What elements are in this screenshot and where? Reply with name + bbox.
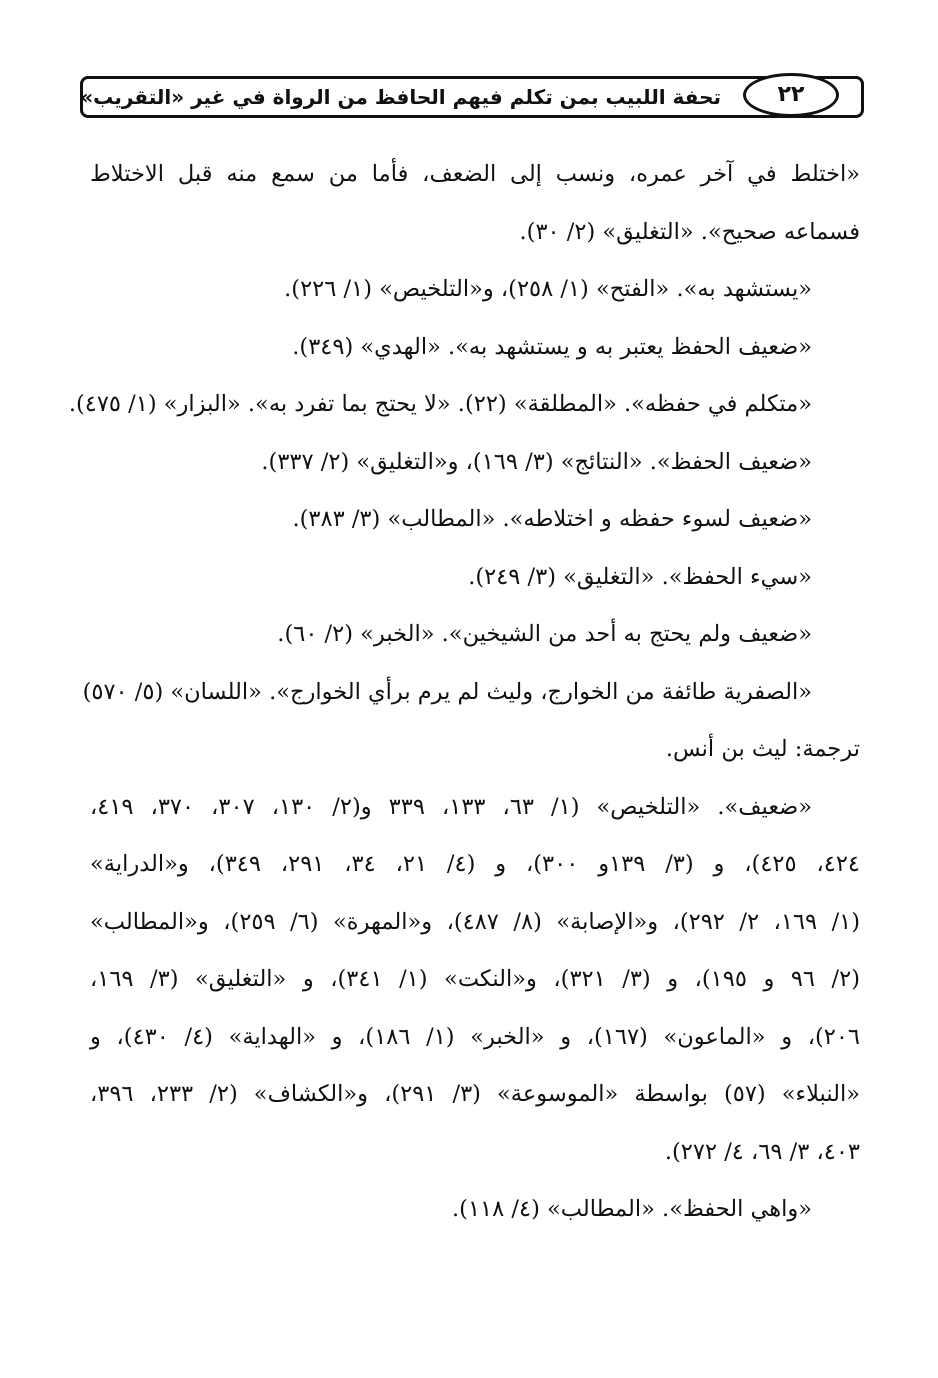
text-line: «ضعيف الحفظ». «النتائج» (٣/ ١٦٩)، و«التغليق» (٢/ ٣٣٧). [261, 448, 812, 475]
text-line: «النبلاء» (٥٧) بواسطة «الموسوعة» (٣/ ٢٩١)، و«الكشاف» (٢/ ٢٣٣، ٣٩٦، [90, 1081, 861, 1107]
text-line: (١/ ١٦٩، ٢/ ٢٩٢)، و«الإصابة» (٨/ ٤٨٧)، و«المهرة» (٦/ ٢٥٩)، و«المطالب» [90, 908, 861, 935]
text-line: ٤٢٤، ٤٢٥)، و (٣/ ١٣٩و ٣٠٠)، و (٤/ ٢١، ٣٤، ٢٩١، ٣٤٩)، و«الدراية» [90, 851, 861, 877]
text-line: ٢٠٦)، و «الماعون» (١٦٧)، و «الخبر» (١/ ١٨٦)، و «الهداية» (٤/ ٤٣٠)، و [90, 1023, 861, 1050]
text-line: «ضعيف لسوء حفظه و اختلاطه». «المطالب» (٣/ ٣٨٣). [292, 506, 812, 532]
text-line: «متكلم في حفظه». «المطلقة» (٢٢). «لا يحتج بما تفرد به». «البزار» (١/ ٤٧٥). [68, 391, 812, 417]
text-line: «يستشهد به». «الفتح» (١/ ٢٥٨)، و«التلخيص» (١/ ٢٢٦). [284, 276, 812, 302]
text-line: «سيء الحفظ». «التغليق» (٣/ ٢٤٩). [468, 563, 812, 590]
text-line: «ضعيف». «التلخيص» (١/ ٦٣، ١٣٣، ٣٣٩ و(٢/ ١٣٠، ٣٠٧، ٣٧٠، ٤١٩، [90, 793, 813, 820]
text-line: (٢/ ٩٦ و ١٩٥)، و (٣/ ٣٢١)، و«النكت» (١/ ٣٤١)، و «التغليق» (٣/ ١٦٩، [90, 966, 860, 992]
header-title: تحفة اللبيب بمن تكلم فيهم الحافظ من الرواة في غير «التقريب» [80, 85, 721, 109]
page-body [68, 146, 861, 1239]
running-header [80, 76, 864, 118]
text-line: ترجمة: ليث بن أنس. [665, 736, 860, 762]
text-line: «اختلط في آخر عمره، ونسب إلى الضعف، فأما من سمع منه قبل الاختلاط [90, 161, 860, 187]
text-line: فسماعه صحيح». «التغليق» (٢/ ٣٠). [519, 218, 860, 245]
text-line: «ضعيف الحفظ يعتبر به و يستشهد به». «الهدي» (٣٤٩). [292, 333, 812, 360]
text-line: «واهي الحفظ». «المطالب» (٤/ ١١٨). [452, 1196, 812, 1222]
text-line: ٤٠٣، ٣/ ٦٩، ٤/ ٢٧٢). [664, 1138, 860, 1165]
text-line: «الصفرية طائفة من الخوارج، وليث لم يرم برأي الخوارج». «اللسان» (٥/ ٥٧٠) [82, 678, 812, 705]
page-number: ٢٢ [743, 73, 839, 117]
text-line: «ضعيف ولم يحتج به أحد من الشيخين». «الخبر» (٢/ ٦٠). [277, 621, 812, 647]
